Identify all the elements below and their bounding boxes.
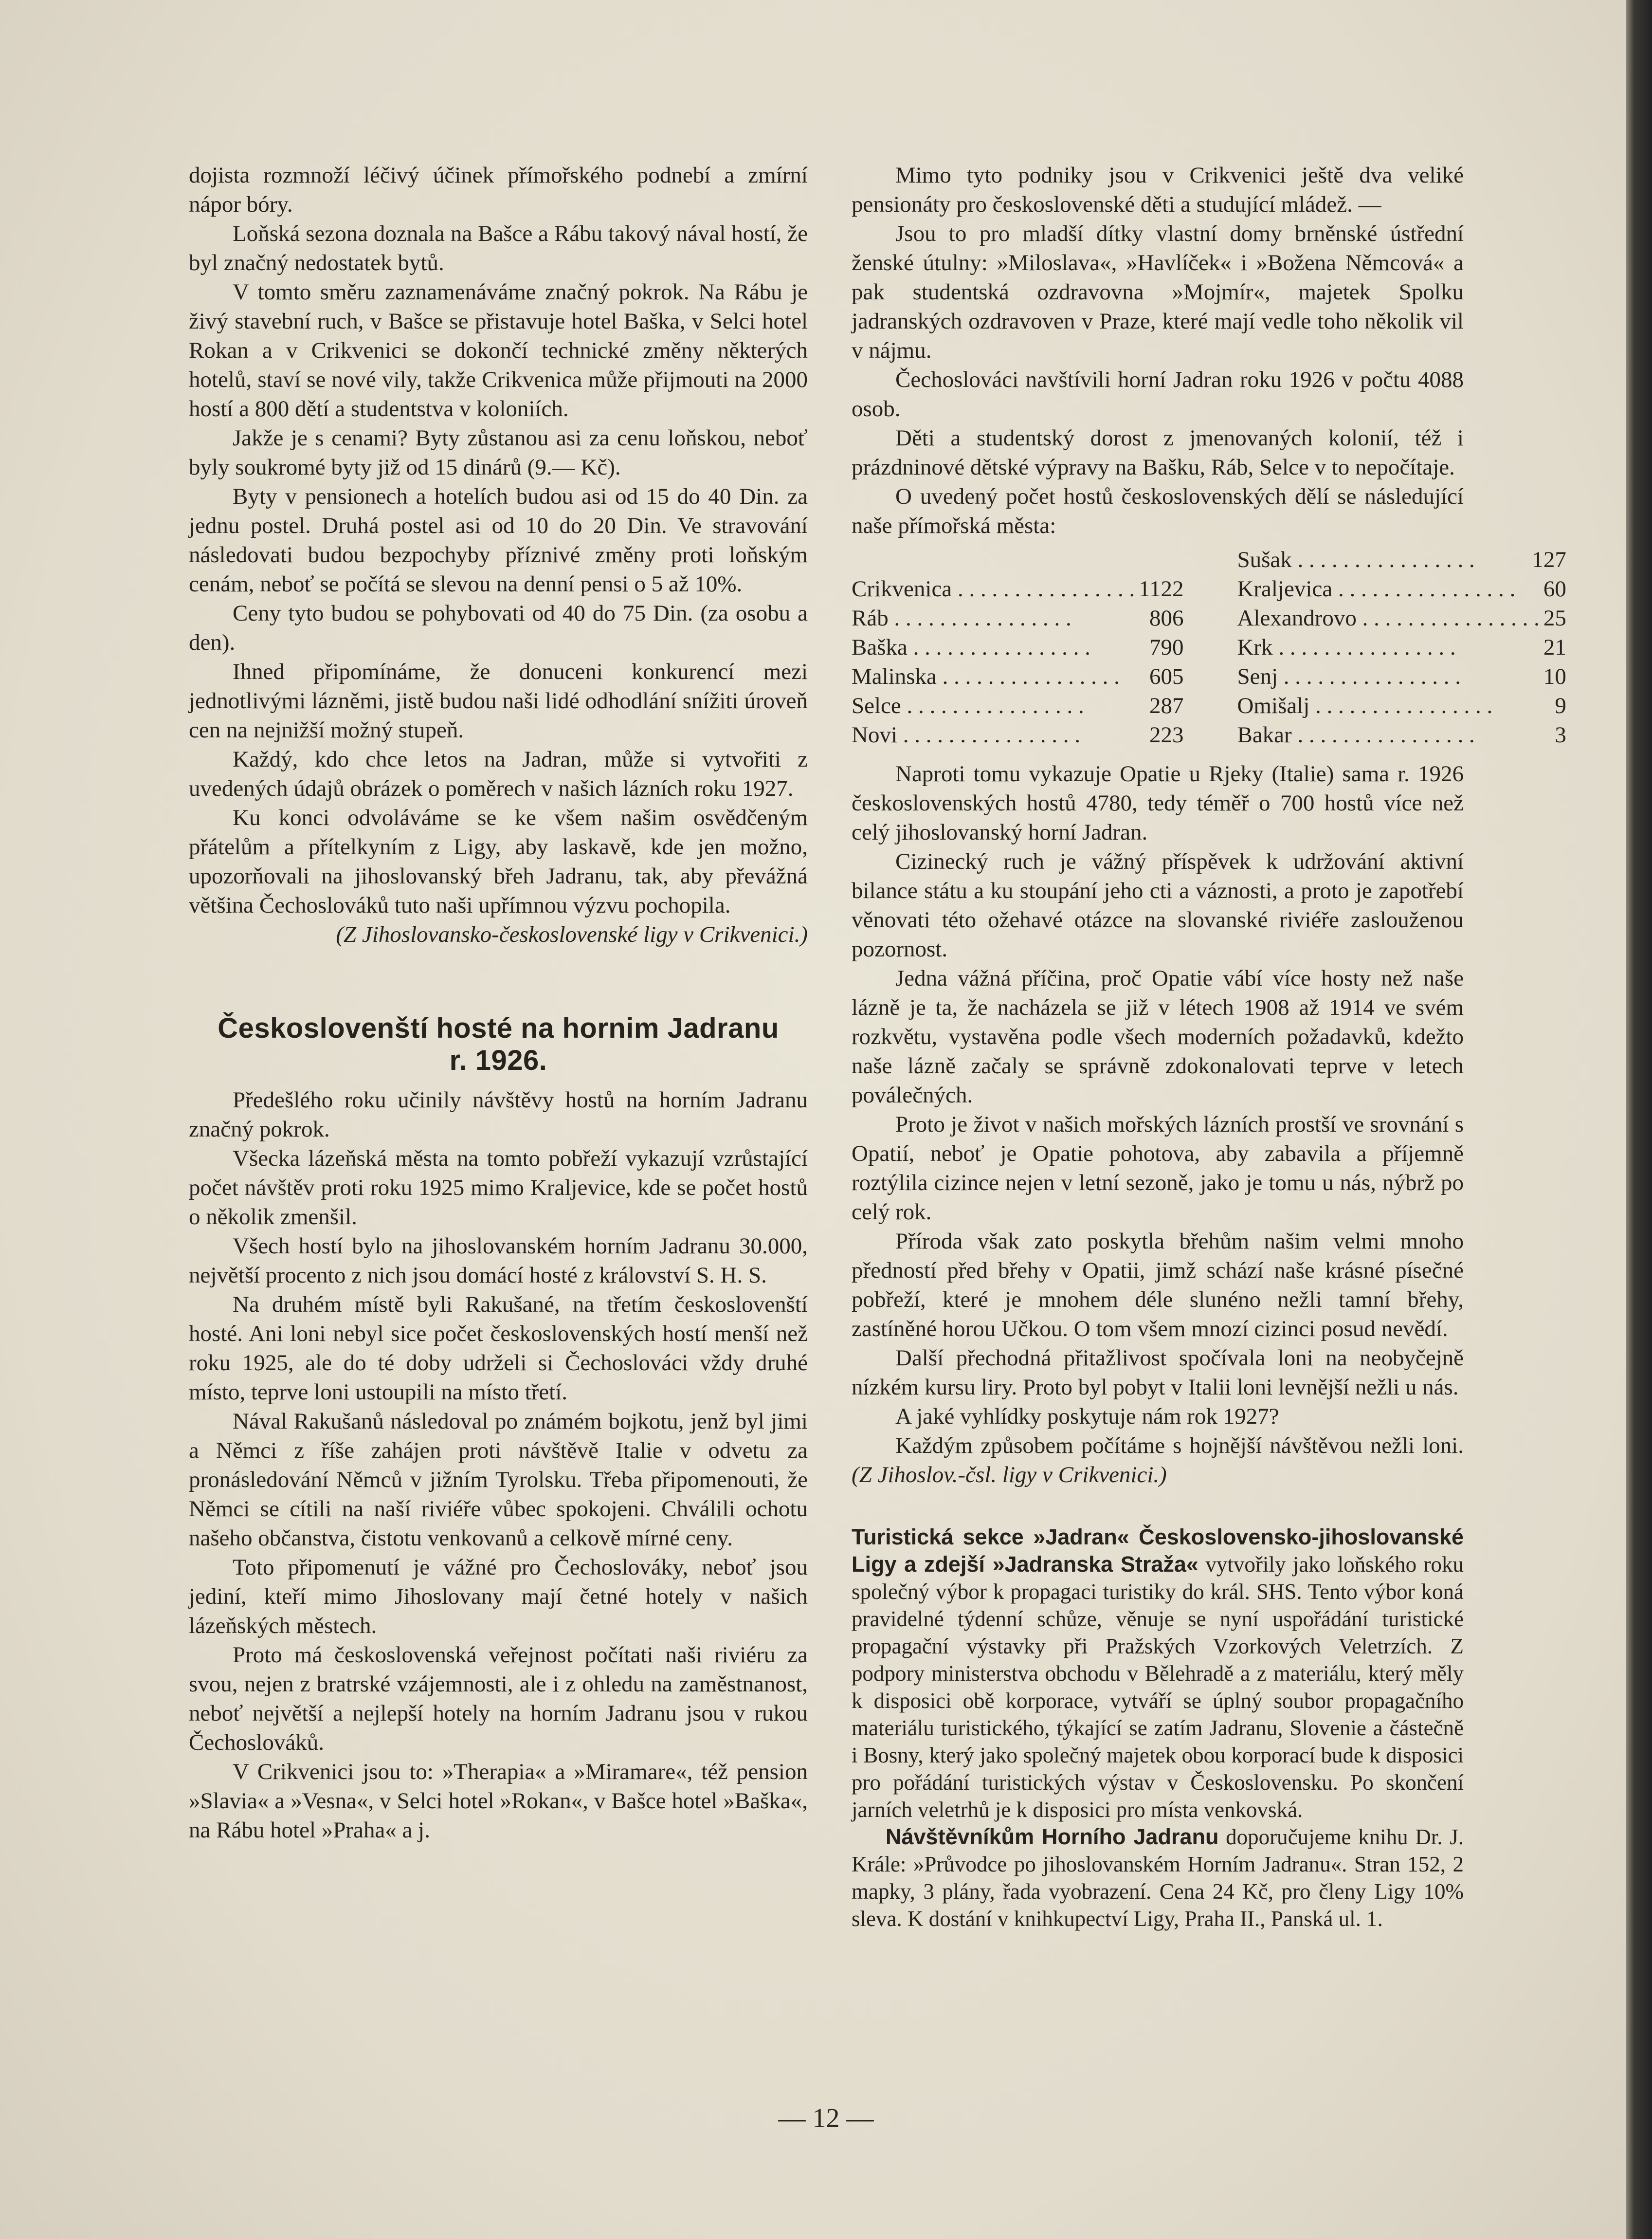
intro-signature: (Z Jihoslovansko-československé ligy v Crikvenici.)	[336, 922, 808, 947]
spa-count: 3	[1555, 722, 1566, 748]
spa-count: 60	[1543, 576, 1566, 602]
spa-name: Krk . . .	[1237, 633, 1539, 662]
paragraph: Jedna vážná příčina, proč Opatie vábí více hosty než naše lázně je ta, že nacházela se již v létech 1908 až 1914 ve svém rozkvětu, vystavěna podle všech moderních požadavků, kdežto naše lázně začaly se správně zdokonalovati teprve v letech poválečných.	[852, 966, 1464, 1108]
paragraph: dojista rozmnoží léčivý účinek přímořského podnebí a zmírní nápor bóry.	[189, 163, 808, 217]
paragraph: V Crikvenici jsou to: »Therapia« a »Miramare«, též pension »Slavia« a »Vesna«, v Selci hotel »Rokan«, v Bašce hotel »Baška«, na Rábu hotel »Praha« a j.	[189, 1759, 808, 1843]
paragraph: Ku konci odvoláváme se ke všem našim osvědčeným přátelům a přítelkyním z Ligy, aby laskavě, kde jen možno, upozorňovali na jihoslovanský břeh Jadranu, tak, aby převážná většina Čechoslováků tuto naši upřímnou výzvu pochopila.	[189, 805, 808, 918]
news-note-block	[852, 1523, 1464, 1932]
article-title-line1: Českoslovenští hosté na hornim Jadranu	[218, 1012, 779, 1044]
spa-name: Crikvenica . . .	[852, 574, 1135, 604]
paragraph: Byty v pensionech a hotelích budou asi od 15 do 40 Din. za jednu postel. Druhá postel asi od 10 do 20 Din. Ve stravování následovati budou bezpochyby příznivé změny proti loňským cenám, neboť se počítá se slevou na denní pensi o 5 až 10%.	[189, 484, 808, 597]
left-column	[189, 161, 808, 1845]
spa-count: 10	[1543, 664, 1566, 689]
paragraph: Mimo tyto podniky jsou v Crikvenici ještě dva veliké pensionáty pro československé děti a studující mládež. —	[852, 163, 1464, 217]
spa-name: Malinska . . .	[852, 662, 1145, 691]
table-row	[1237, 720, 1566, 750]
spa-count: 25	[1543, 606, 1566, 631]
spa-count: 806	[1149, 606, 1184, 631]
spa-count: 1122	[1139, 576, 1184, 602]
spa-name: Selce . . .	[852, 691, 1145, 720]
spa-name: Bakar . . .	[1237, 720, 1551, 750]
paragraph: Jsou to pro mladší dítky vlastní domy brněnské ústřední ženské útulny: »Miloslava«, »Havlíček« i »Božena Němcová« a pak studentská ozdravovna »Mojmír«, majetek Spolku jadranských ozdravoven v Praze, které mají vedle toho několik vil v nájmu.	[852, 221, 1464, 363]
note-bold-lead: Turistická sekce »Jadran« Československo-jihoslovanské Ligy a zdejší »Jadranska Straža«	[852, 1524, 1464, 1577]
table-row	[852, 691, 1183, 720]
spa-count: 287	[1149, 693, 1184, 718]
paragraph: Ihned připomínáme, že donuceni konkurencí mezi jednotlivými lázněmi, jistě budou naši lidé odhodlání snížiti úroveň cen na nejnižší možný stupeň.	[189, 659, 808, 743]
article-signature: (Z Jihoslov.-čsl. ligy v Crikvenici.)	[852, 1462, 1167, 1487]
right-column	[852, 161, 1566, 1932]
spa-count: 605	[1149, 664, 1184, 689]
paragraph: Čechoslováci navštívili horní Jadran roku 1926 v počtu 4088 osob.	[852, 367, 1464, 422]
spa-name: Kraljevica . . .	[1237, 574, 1539, 604]
table-row	[852, 662, 1183, 691]
article-title-line2: r. 1926.	[449, 1045, 547, 1076]
paragraph: Jakže je s cenami? Byty zůstanou asi za cenu loňskou, neboť byly soukromé byty již od 15 dinárů (9.— Kč).	[189, 425, 808, 480]
table-row	[1237, 604, 1566, 633]
spa-table-left	[852, 545, 1183, 750]
paragraph-with-signature	[852, 1431, 1464, 1489]
paragraph: Všecka lázeňská města na tomto pobřeží vykazují vzrůstající počet návštěv proti roku 1925 mimo Kraljevice, kde se počet hostů o několik zmenšil.	[189, 1146, 808, 1230]
spa-name: Baška . . .	[852, 633, 1145, 662]
spa-count: 21	[1543, 635, 1566, 660]
paragraph: Každý, kdo chce letos na Jadran, může si vytvořiti z uvedených údajů obrázek o poměrech v našich lázních roku 1927.	[189, 747, 808, 801]
table-row	[1237, 545, 1566, 574]
paragraph: Proto je život v našich mořských lázních prostší ve srovnání s Opatií, neboť je Opatie pohotova, aby zabavila a příjemně roztýlila cizince nejen v letní sezoně, jako je tomu u nás, nýbrž po celý rok.	[852, 1112, 1464, 1225]
spa-name: Ráb . . .	[852, 604, 1145, 633]
paragraph: Cizinecký ruch je vážný příspěvek k udržování aktivní bilance státu a ku stoupání jeho cti a váznosti, a proto je zapotřebí věnovati této ožehavé otázce na slovanské riviéře zaslouženou pozornost.	[852, 849, 1464, 962]
paragraph: V tomto směru zaznamenáváme značný pokrok. Na Rábu je živý stavební ruch, v Bašce se přistavuje hotel Baška, v Selci hotel Rokan a v Crikvenici se dokončí technické změny některých hotelů, staví se nové vily, takže Crikvenica může přijmouti na 2000 hostí a 800 dětí a studentstva v koloniích.	[189, 279, 808, 422]
table-row	[852, 574, 1183, 604]
paragraph: Další přechodná přitažlivost spočívala loni na neobyčejně nízkém kursu liry. Proto byl pobyt v Italii loni levnější nežli u nás.	[852, 1345, 1464, 1400]
note-paragraph	[852, 1823, 1464, 1932]
spa-name: Omišalj . . .	[1237, 691, 1551, 720]
paragraph: Toto připomenutí je vážné pro Čechoslováky, neboť jsou jediní, kteří mimo Jihoslovany mají četné hotely v našich lázeňských městech.	[189, 1555, 808, 1638]
table-row	[852, 604, 1183, 633]
spa-visitor-table	[852, 545, 1566, 750]
table-row	[1237, 691, 1566, 720]
spa-count: 127	[1532, 547, 1566, 572]
spa-name: Senj . . .	[1237, 662, 1539, 691]
note-body: vytvořily jako loňského roku společný výbor k propagaci turistiky do král. SHS. Tento výbor koná pravidelné týdenní schůze, věnuje se nyní uspořádání turistické propagační výstavky při Pražských Vzorkových Veletrzích. Z podpory ministerstva obchodu v Bělehradě a z materiálu, který měly k disposici obě korporace, vytváří se úplný soubor propagačního materiálu turistického, týkající se zatím Jadranu, Slovenie a částečně i Bosny, který jako společný majetek obou korporací bude k disposici pro pořádání turistických výstav v Československu. Po skončení jarních veletrhů je k disposici pro místa venkovská.	[852, 1552, 1464, 1822]
page-edge-shadow	[1626, 0, 1652, 2239]
paragraph: Všech hostí bylo na jihoslovanském horním Jadranu 30.000, největší procento z nich jsou domácí hosté z království S. H. S.	[189, 1233, 808, 1288]
paragraph: Naproti tomu vykazuje Opatie u Rjeky (Italie) sama r. 1926 československých hostů 4780, tedy téměř o 700 hostů více než celý jihoslovanský horní Jadran.	[852, 761, 1464, 845]
spa-count: 223	[1149, 722, 1184, 748]
article-title	[189, 1012, 808, 1077]
paragraph: Ceny tyto budou se pohybovati od 40 do 75 Din. (za osobu a den).	[189, 601, 808, 655]
paragraph-text: Každým způsobem počítáme s hojnější návštěvou nežli loni.	[895, 1433, 1464, 1458]
spa-count: 9	[1555, 693, 1566, 718]
paragraph: Nával Rakušanů následoval po známém bojkotu, jenž byl jimi a Němci z říše zahájen proti návštěvě Italie v odvetu za pronásledování Němců v jižním Tyrolsku. Třeba připomenouti, že Němci se cítili na naší riviéře vůbec spokojeni. Chválili ochotu našeho občanstva, čistotu venkovanů a celkově mírné ceny.	[189, 1409, 808, 1551]
paragraph: Loňská sezona doznala na Bašce a Rábu takový nával hostí, že byl značný nedostatek bytů.	[189, 221, 808, 275]
paragraph: Na druhém místě byli Rakušané, na třetím českoslovenští hosté. Ani loni nebyl sice počet československých hostí menší než roku 1925, ale do té doby udrželi si Čechoslováci vždy druhé místo, teprve loni ustoupili na místo třetí.	[189, 1292, 808, 1405]
spa-table-right	[1237, 545, 1566, 750]
paragraph: Proto má československá veřejnost počítati naši riviéru za svou, nejen z bratrské vzájemnosti, ale i z ohledu na zaměstnanost, neboť největší a nejlepší hotely na horním Jadranu jsou v rukou Čechoslováků.	[189, 1642, 808, 1755]
table-row	[1237, 633, 1566, 662]
spa-name: Novi . . .	[852, 720, 1145, 750]
spa-count: 790	[1149, 635, 1184, 660]
spa-name: Alexandrovo . . .	[1237, 604, 1539, 633]
paragraph: Předešlého roku učinily návštěvy hostů na horním Jadranu značný pokrok.	[189, 1087, 808, 1142]
page-number: — 12 —	[778, 2103, 874, 2133]
table-row	[852, 720, 1183, 750]
note-bold-lead: Návštěvníkům Horního Jadranu	[886, 1824, 1219, 1849]
table-row	[1237, 574, 1566, 604]
table-row	[852, 633, 1183, 662]
paragraph: Děti a studentský dorost z jmenovaných kolonií, též i prázdninové dětské výpravy na Bašku, Ráb, Selce v to nepočítaje.	[852, 425, 1464, 480]
paragraph: A jaké vyhlídky poskytuje nám rok 1927?	[895, 1404, 1279, 1429]
spa-name: Sušak . . .	[1237, 545, 1528, 574]
paragraph: O uvedený počet hostů československých dělí se následující naše přímořská města:	[852, 484, 1464, 538]
note-paragraph	[852, 1523, 1464, 1823]
paragraph: Příroda však zato poskytla břehům našim velmi mnoho předností před břehy v Opatii, jimž schází naše krásné písečné pobřeží, které je mnohem déle slunéno nežli tamní břehy, zastíněné horou Učkou. O tom všem mnozí cizinci posud nevědí.	[852, 1229, 1464, 1341]
table-row	[1237, 662, 1566, 691]
note-body: doporučujeme knihu Dr. J. Krále: »Průvodce po jihoslovanském Horním Jadranu«. Stran 152, 2 mapky, 3 plány, řada vyobrazení. Cena 24 Kč, pro členy Ligy 10% sleva. K dostání v knihkupectví Ligy, Praha II., Panská ul. 1.	[852, 1825, 1464, 1931]
